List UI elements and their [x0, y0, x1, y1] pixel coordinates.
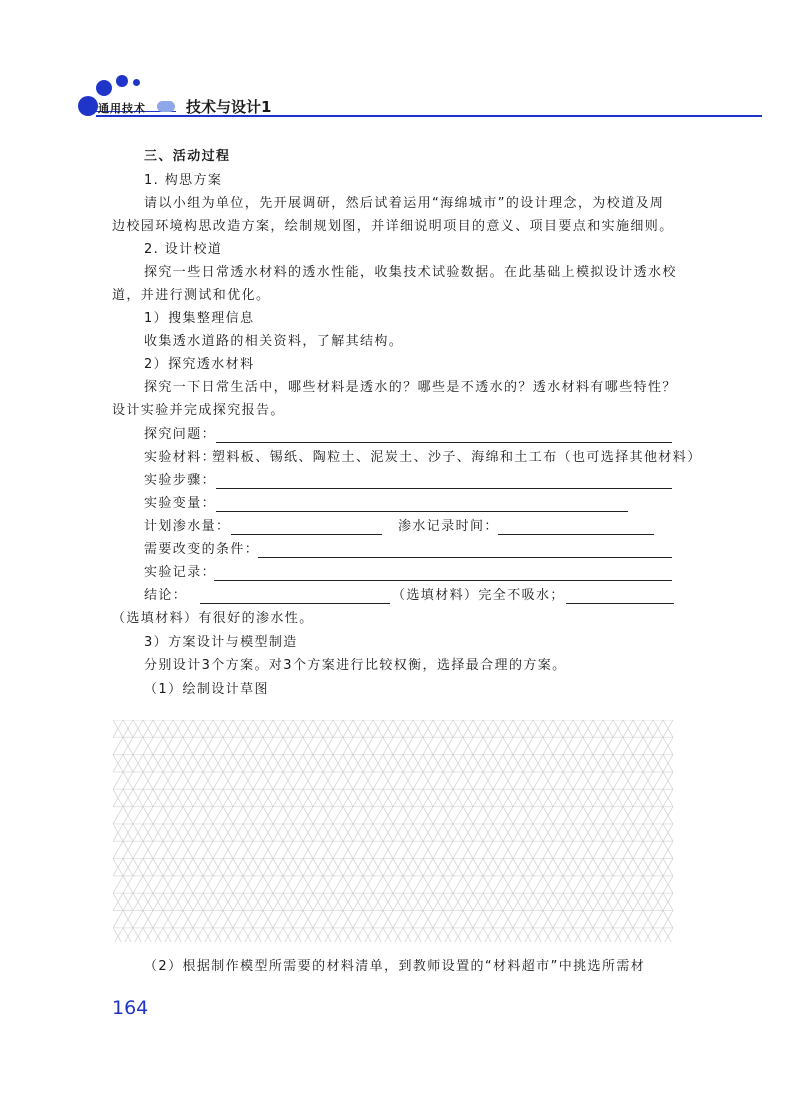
conclusion-mid-text: （选填材料）完全不吸水； [392, 588, 565, 603]
sub2-paragraph-line1: 探究一下日常生活中，哪些材料是透水的？哪些是不透水的？透水材料有哪些特性？ [144, 380, 677, 395]
header-dot-small [116, 75, 128, 87]
header-dot-large [78, 96, 98, 116]
question-label: 探究问题： [144, 427, 217, 442]
header-dot-medium [96, 80, 112, 96]
change-blank[interactable] [258, 557, 672, 558]
step2-paragraph-line1: 探究一些日常透水材料的透水性能，收集技术试验数据。在此基础上模拟设计透水校 [144, 265, 677, 280]
steps-label: 实验步骤： [144, 473, 217, 488]
sub3-title: 3）方案设计与模型制造 [144, 635, 298, 650]
header-badge-icon [157, 101, 175, 112]
section-title: 三、活动过程 [144, 149, 231, 164]
header-book-title: 技术与设计1 [186, 98, 272, 116]
conclusion-blank-2[interactable] [566, 603, 674, 604]
sketch-grid-area[interactable] [113, 720, 673, 942]
sub1-text: 收集透水道路的相关资料，了解其结构。 [144, 334, 404, 349]
material-list-text: （2）根据制作模型所需要的材料清单，到教师设置的“材料超市”中挑选所需材 [144, 959, 646, 974]
sub2-title: 2）探究透水材料 [144, 357, 255, 372]
planned-blank[interactable] [231, 534, 382, 535]
header-dot-tiny [133, 79, 140, 86]
conclusion-blank-1[interactable] [200, 603, 390, 604]
record-time-blank[interactable] [498, 534, 654, 535]
variables-label: 实验变量： [144, 496, 217, 511]
page-number: 164 [112, 997, 149, 1019]
sub3-text: 分别设计3个方案。对3个方案进行比较权衡，选择最合理的方案。 [144, 658, 567, 673]
sub1-title: 1）搜集整理信息 [144, 311, 255, 326]
conclusion-label: 结论： [144, 588, 188, 603]
change-label: 需要改变的条件： [144, 542, 260, 557]
header-subject: 通用技术 [98, 102, 146, 115]
step2-title: 2. 设计校道 [144, 242, 223, 257]
materials-text: 塑料板、锡纸、陶粒土、泥炭土、沙子、海绵和土工布（也可选择其他材料） [212, 450, 702, 465]
step1-paragraph-line1: 请以小组为单位，先开展调研，然后试着运用“海绵城市”的设计理念，为校道及周 [144, 196, 665, 211]
step1-paragraph-line2: 边校园环境构思改造方案，绘制规划图，并详细说明项目的意义、项目要点和实施细则。 [112, 219, 674, 234]
record-time-label: 渗水记录时间： [398, 519, 499, 534]
record-label: 实验记录： [144, 565, 217, 580]
conclusion-end-text: （选填材料）有很好的渗水性。 [112, 611, 314, 626]
record-blank[interactable] [214, 580, 672, 581]
sub2-paragraph-line2: 设计实验并完成探究报告。 [112, 403, 285, 418]
planned-label: 计划渗水量： [144, 519, 231, 534]
step1-title: 1. 构思方案 [144, 173, 223, 188]
steps-blank[interactable] [216, 488, 672, 489]
question-blank[interactable] [216, 442, 672, 443]
step2-paragraph-line2: 道，并进行测试和优化。 [112, 288, 271, 303]
sketch-title: （1）绘制设计草图 [144, 682, 269, 697]
variables-blank[interactable] [216, 511, 628, 512]
materials-label: 实验材料： [144, 450, 217, 465]
